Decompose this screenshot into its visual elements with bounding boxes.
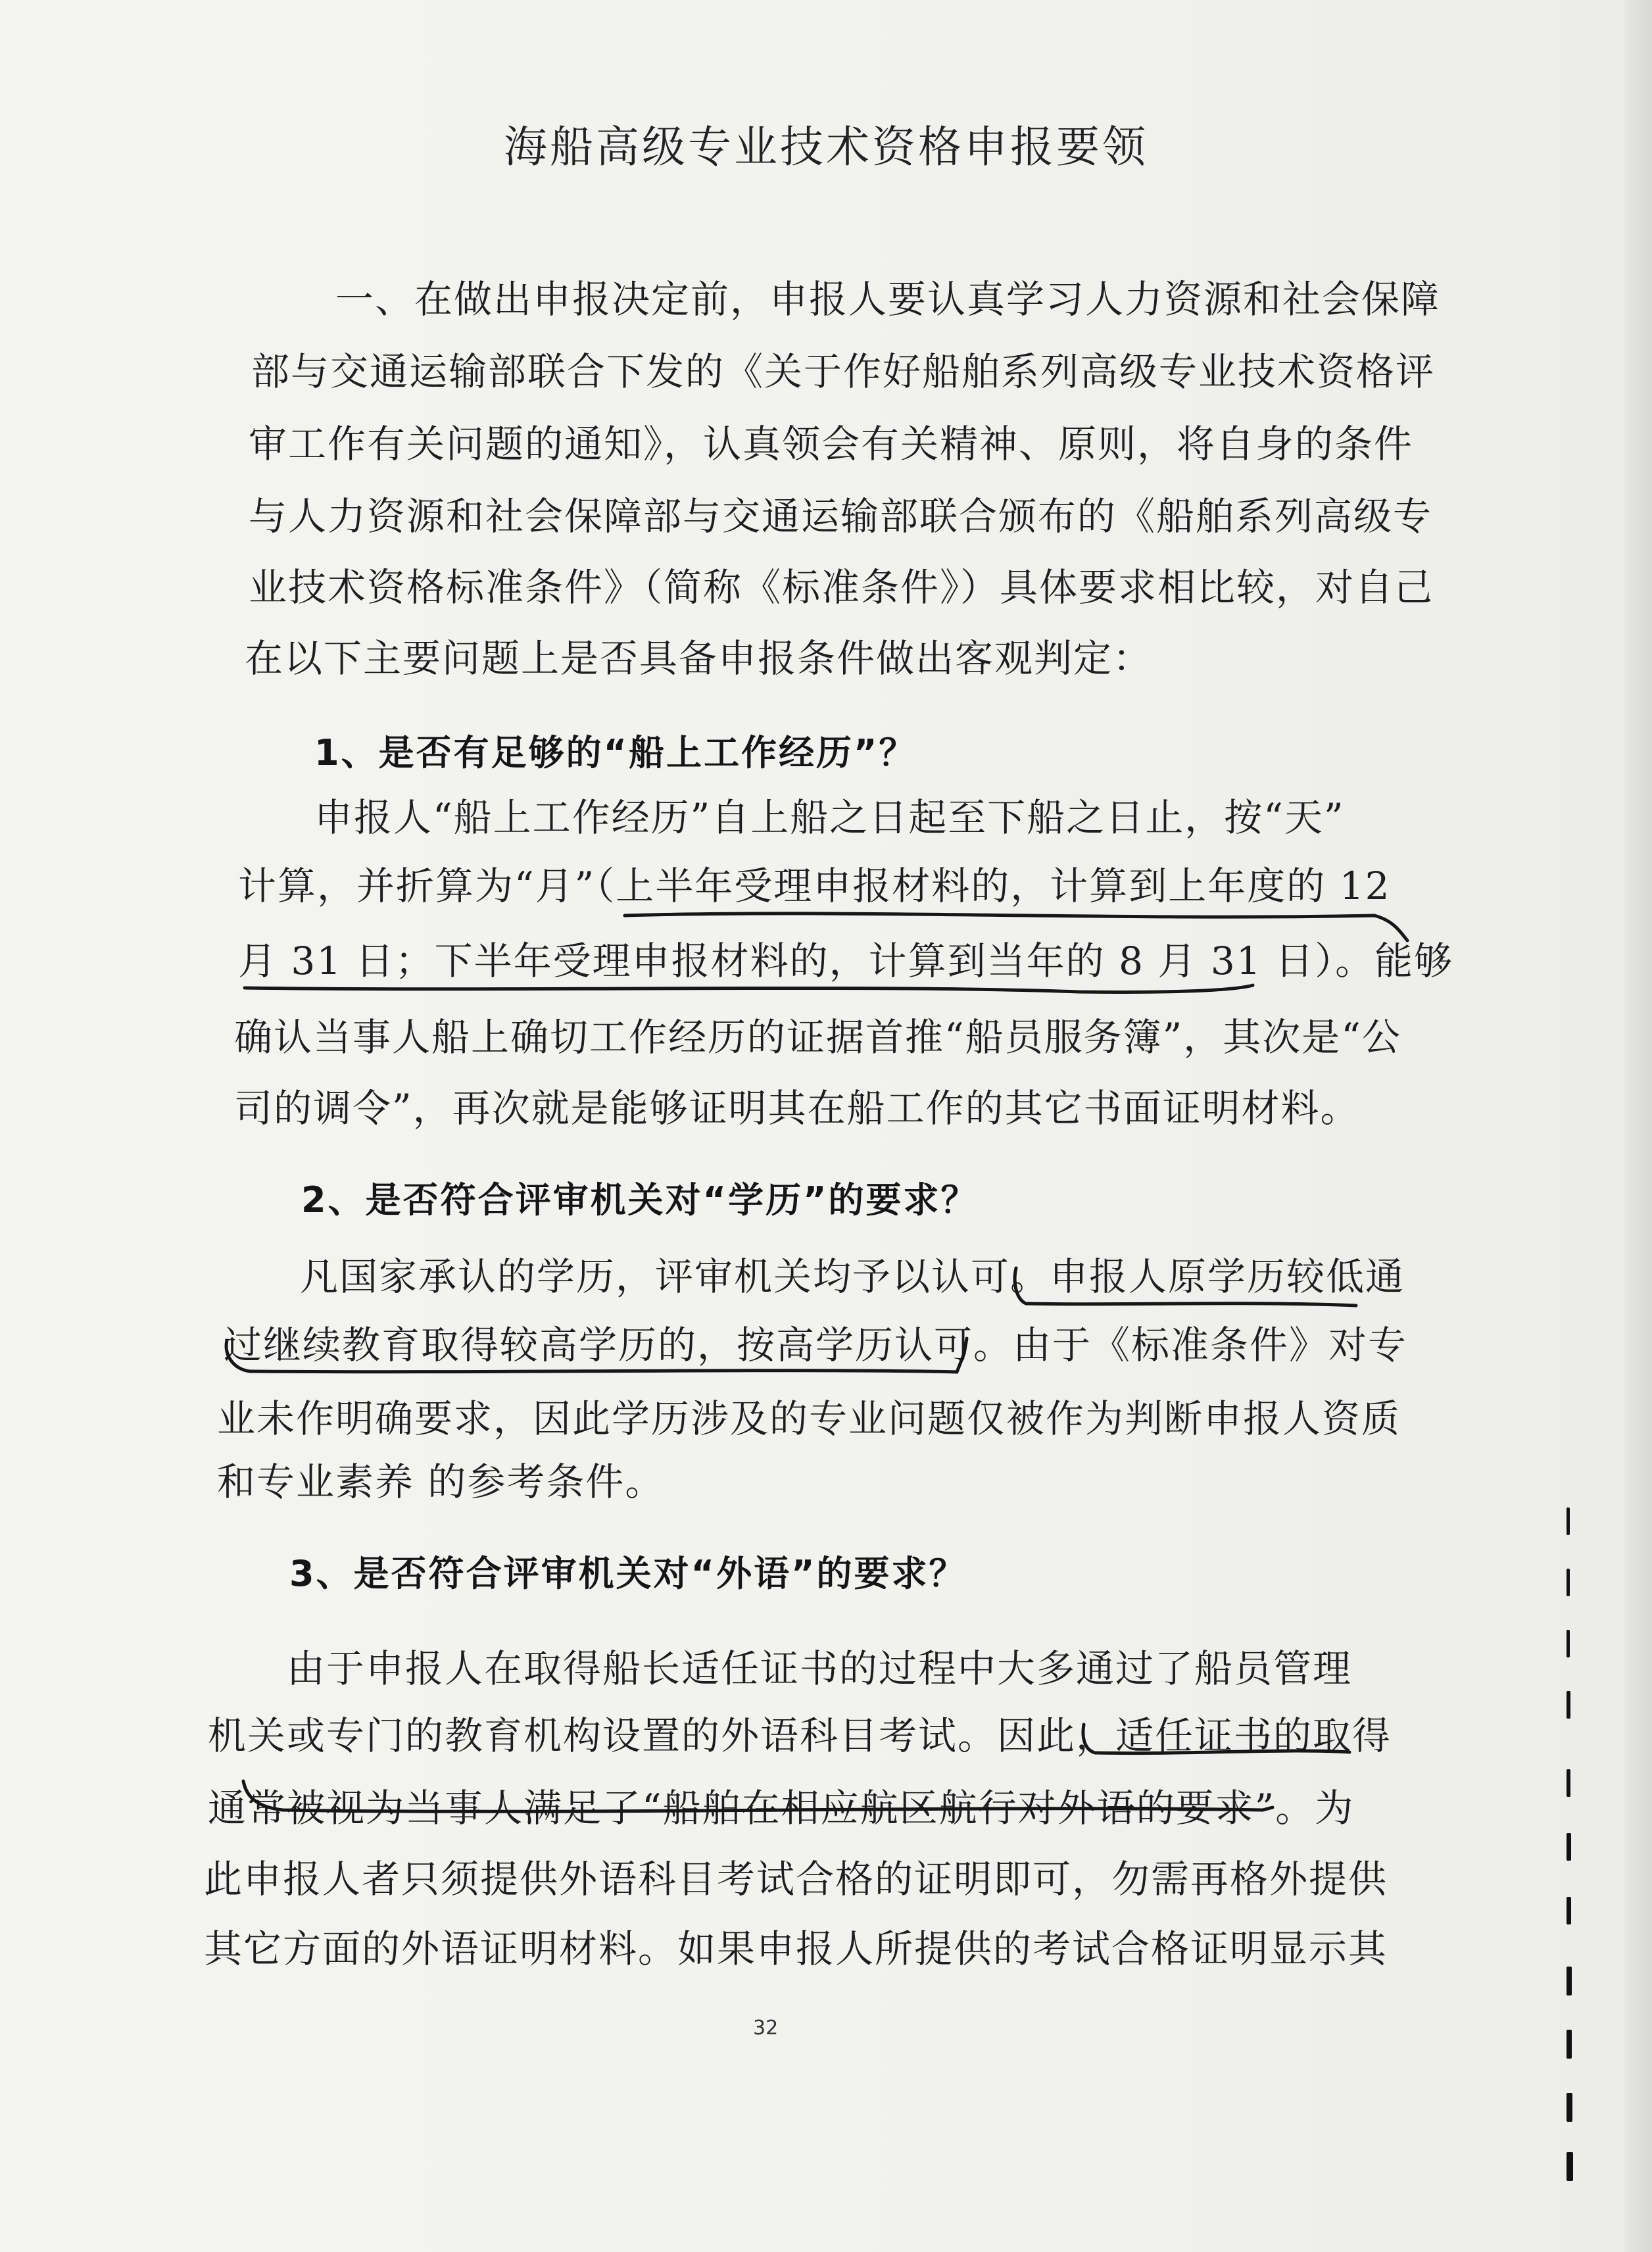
scan-edge	[1624, 0, 1652, 2252]
section-line: 由于申报人在取得船长适任证书的过程中大多通过了船员管理	[287, 1646, 1353, 1691]
section-heading: 2、是否符合评审机关对“学历”的要求？	[301, 1179, 979, 1221]
binding-mark	[1567, 2030, 1572, 2059]
binding-mark	[1567, 2152, 1573, 2181]
section-line: 司的调令”，再次就是能够证明其在船工作的其它书面证明材料。	[234, 1086, 1360, 1131]
section-line: 其它方面的外语证明材料。如果申报人所提供的考试合格证明显示其	[204, 1926, 1388, 1971]
section-line: 通常被视为当事人满足了“船舶在相应航区航行对外语的要求”。为	[208, 1786, 1355, 1830]
binding-mark	[1567, 1897, 1571, 1924]
underline-section1-b	[245, 985, 1253, 992]
section-line: 确认当事人船上确切工作经历的证据首推“船员服务簿”，其次是“公	[234, 1015, 1401, 1060]
section-heading: 1、是否有足够的“船上工作经历”？	[314, 732, 917, 773]
underline-section3-a	[1083, 1725, 1349, 1753]
underline-section2-a	[1015, 1268, 1356, 1306]
intro-line: 部与交通运输部联合下发的《关于作好船舶系列高级专业技术资格评	[251, 349, 1436, 394]
binding-mark	[1567, 1769, 1570, 1797]
binding-mark	[1567, 2093, 1572, 2122]
page-title: 海船高级专业技术资格申报要领	[504, 122, 1148, 172]
section-line: 此申报人者只须提供外语科目考试合格的证明即可，勿需再格外提供	[204, 1857, 1388, 1901]
section-heading: 3、是否符合评审机关对“外语”的要求？	[289, 1553, 967, 1594]
binding-mark	[1567, 1833, 1571, 1861]
section-line: 过继续教育取得较高学历的，按高学历认可。由于《标准条件》对专	[224, 1323, 1408, 1367]
underline-section2-b	[226, 1338, 967, 1372]
binding-mark	[1567, 1691, 1570, 1719]
binding-mark	[1567, 1507, 1570, 1535]
underline-section1-a	[625, 914, 1407, 941]
intro-line: 一、在做出申报决定前，申报人要认真学习人力资源和社会保障	[335, 277, 1441, 322]
intro-line: 在以下主要问题上是否具备申报条件做出客观判定：	[245, 636, 1153, 681]
section-line: 和专业素养 的参考条件。	[217, 1459, 665, 1504]
section-line: 业未作明确要求，因此学历涉及的专业问题仅被作为判断申报人资质	[217, 1396, 1401, 1441]
section-line: 申报人“船上工作经历”自上船之日起至下船之日止，按“天”	[314, 795, 1345, 840]
section-line: 计算，并折算为“月”（上半年受理申报材料的，计算到上年度的 12	[238, 864, 1391, 908]
section-line: 凡国家承认的学历，评审机关均予以认可。申报人原学历较低通	[300, 1254, 1405, 1299]
intro-line: 与人力资源和社会保障部与交通运输部联合颁布的《船舶系列高级专	[249, 494, 1433, 539]
binding-mark	[1567, 1569, 1570, 1596]
binding-mark	[1567, 1630, 1570, 1657]
binding-mark	[1567, 1967, 1572, 1995]
page-number: 32	[753, 2017, 779, 2040]
underline-section3-b	[243, 1781, 1273, 1811]
section-line: 月 31 日；下半年受理申报材料的，计算到当年的 8 月 31 日）。能够	[238, 939, 1454, 983]
section-line: 机关或专门的教育机构设置的外语科目考试。因此，适任证书的取得	[208, 1713, 1392, 1758]
intro-line: 业技术资格标准条件》（简称《标准条件》）具体要求相比较，对自己	[249, 565, 1434, 610]
intro-line: 审工作有关问题的通知》，认真领会有关精神、原则，将自身的条件	[249, 422, 1414, 466]
